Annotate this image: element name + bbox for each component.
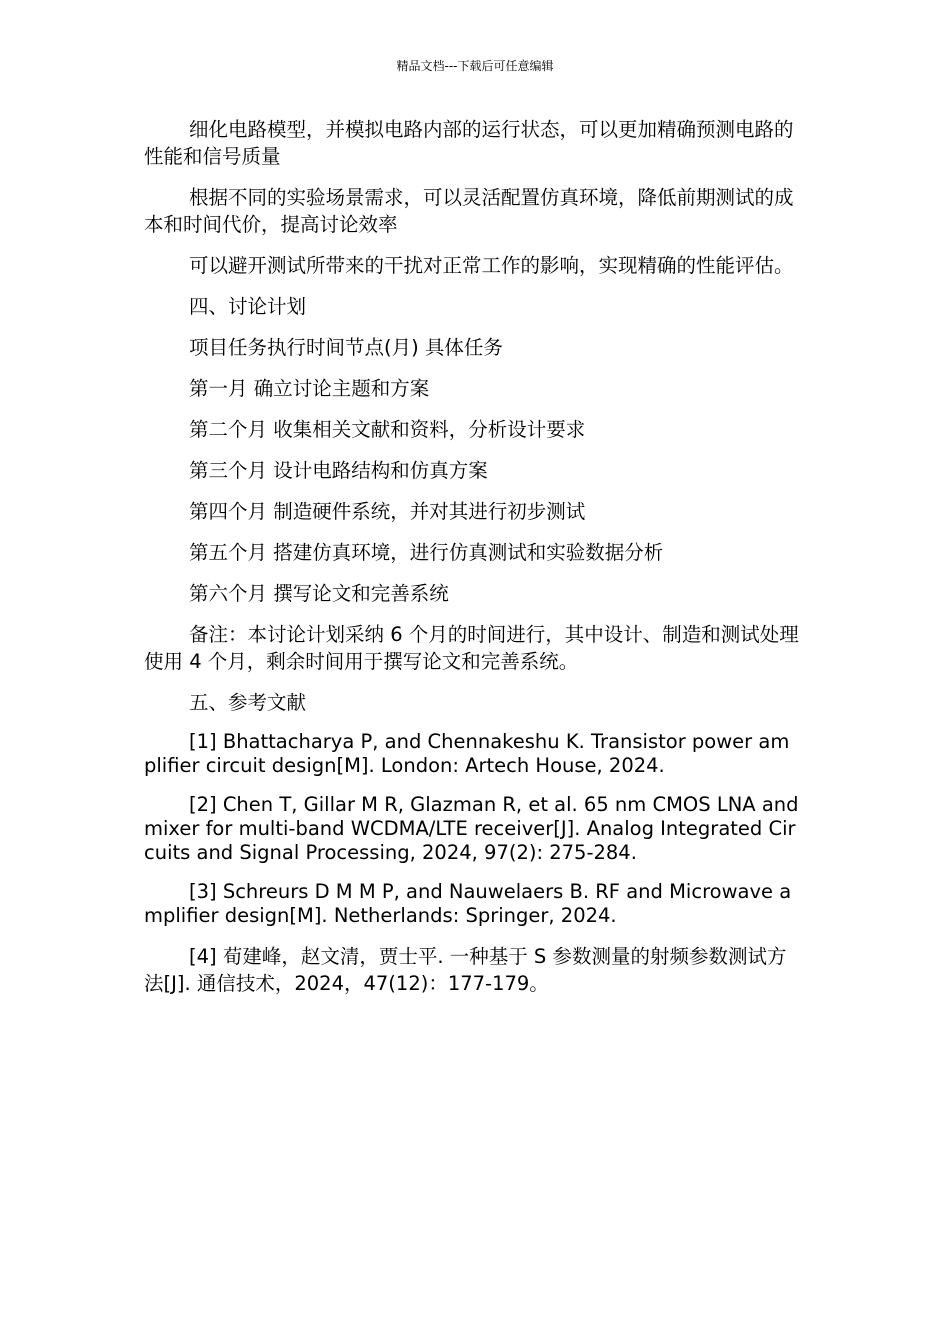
paragraph-simulation-accuracy: 细化电路模型，并模拟电路内部的运行状态，可以更加精确预测电路的性能和信号质量 bbox=[144, 118, 794, 168]
document-body bbox=[144, 116, 800, 1011]
plan-item-month-6: 第六个月 撰写论文和完善系统 bbox=[189, 582, 449, 605]
reference-item-2: [2] Chen T, Gillar M R, Glazman R, et al. 65 nm CMOS LNA and mixer for multi-band WCDMA/LTE receiver[J]. Analog Integrated Circuits and Signal Processing, 2024, 97(2): 275-284. bbox=[144, 793, 799, 864]
plan-item-month-5: 第五个月 搭建仿真环境，进行仿真测试和实验数据分析 bbox=[189, 541, 664, 564]
section-heading-references: 五、参考文献 bbox=[189, 691, 307, 714]
paragraph-avoid-interference: 可以避开测试所带来的干扰对正常工作的影响，实现精确的性能评估。 bbox=[189, 254, 794, 277]
plan-item-month-4: 第四个月 制造硬件系统，并对其进行初步测试 bbox=[189, 500, 586, 523]
reference-item-1: [1] Bhattacharya P, and Chennakeshu K. Transistor power amplifier circuit design[M]. London: Artech House, 2024. bbox=[144, 730, 790, 777]
reference-item-3: [3] Schreurs D M M P, and Nauwelaers B. RF and Microwave amplifier design[M]. Netherlands: Springer, 2024. bbox=[144, 880, 792, 927]
reference-item-4: [4] 荀建峰，赵文清，贾士平. 一种基于 S 参数测量的射频参数测试方法[J]. 通信技术，2024，47(12)：177-179。 bbox=[144, 945, 787, 995]
page-header: 精品文档---下载后可任意编辑 bbox=[396, 59, 554, 73]
plan-table-header: 项目任务执行时间节点(月) 具体任务 bbox=[189, 336, 503, 359]
plan-item-month-1: 第一月 确立讨论主题和方案 bbox=[189, 377, 430, 400]
plan-item-month-3: 第三个月 设计电路结构和仿真方案 bbox=[189, 459, 488, 482]
plan-item-month-2: 第二个月 收集相关文献和资料，分析设计要求 bbox=[189, 418, 586, 441]
paragraph-flexible-configuration: 根据不同的实验场景需求，可以灵活配置仿真环境，降低前期测试的成本和时间代价，提高讨论效率 bbox=[144, 186, 794, 236]
plan-note: 备注：本讨论计划采纳 6 个月的时间进行，其中设计、制造和测试处理使用 4 个月，剩余时间用于撰写论文和完善系统。 bbox=[144, 623, 799, 673]
section-heading-plan: 四、讨论计划 bbox=[189, 295, 307, 318]
